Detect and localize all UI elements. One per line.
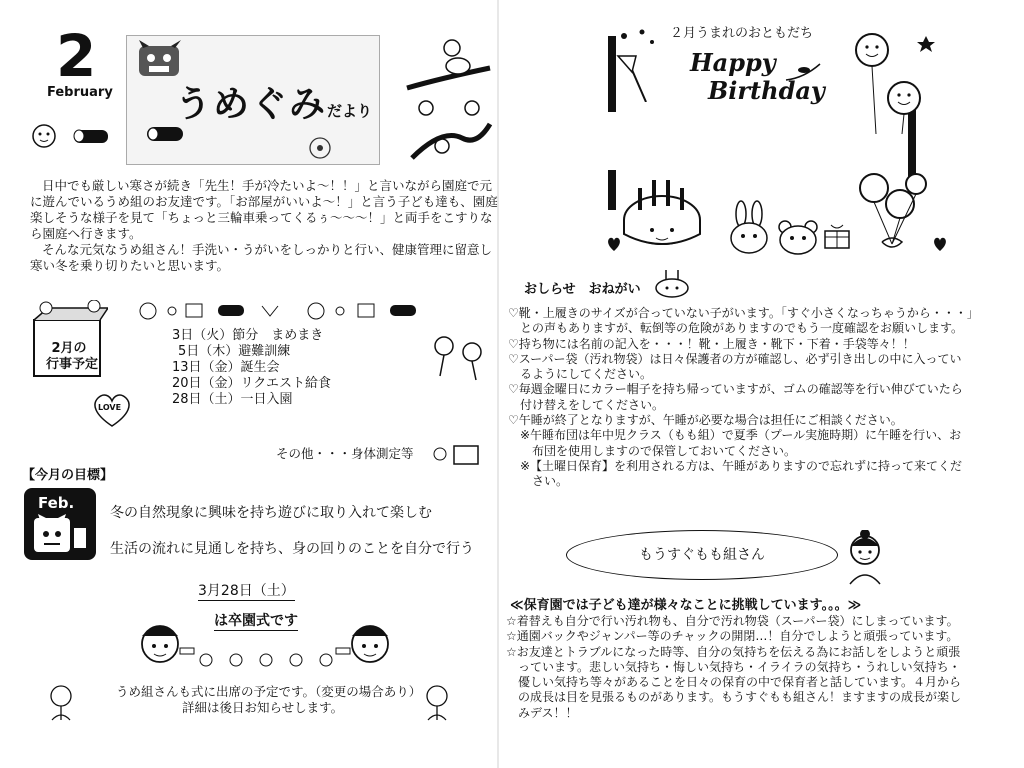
title-box [126,35,380,165]
page-divider [497,0,499,768]
teacher-icon [840,530,890,586]
notice-line: ※午睡布団は年中児クラス（もも組）で夏季（プール実施時期）に午睡を行い、お [508,428,962,443]
schedule-label-line: 2月の [51,341,87,356]
goals-badge-label: Feb. [38,494,75,512]
challenge-heading: ≪保育園では子ども達が様々なことに挑戦しています。。。≫ [510,598,862,613]
notice-line: ♡靴・上履きのサイズが合っていない子がいます。「すぐ小さくなっちゃうから・・・」 [508,306,979,320]
other-note: その他・・・身体測定等 [276,446,414,461]
plum-branch-bird-icon [402,28,494,168]
notice-line: ※【土曜日保育】を利用される方は、午睡がありますので忘れずに持って来てくだ [508,458,963,473]
title-heading [175,76,372,127]
momo-bubble-label: もうすぐもも組さん [639,547,765,563]
love-heart [90,392,134,428]
ceremony-date: 3月28日（土） [198,580,295,601]
notice-line: との声もありますが、転倒等の危険がありますのでもう一度確認をお願いします。 [508,321,964,336]
balloons-top-icon [846,28,936,138]
month-number: 2 [56,22,97,90]
heart-small-icon [606,236,622,252]
challenge-list [506,614,961,721]
schedule-item: 13日（金）誕生会 [172,360,280,375]
goals-heading: 【今月の目標】 [22,468,114,483]
intro-line: 楽しそうな様子を見て「ちょっと三輪車乗ってくるぅ～～～！」と両手をこすりな [30,210,493,225]
love-label: LOVE [98,403,122,412]
balloons-bottom-icon [856,168,930,260]
leaf-sprig-icon [784,60,824,84]
decoration-row-icon [138,300,438,322]
kids-ehomaki-icon [30,118,116,154]
birthday-heading: ２月うまれのおともだち [670,26,814,41]
ehomaki-icon [145,124,185,144]
intro-line: 日中でも厳しい寒さが続き「先生！手が冷たいよ～！！」と言いながら園庭で元 [42,178,493,193]
goals-badge [24,488,96,560]
challenge-line: 優しい気持ち等々があることを日々の保育の中で保育者と話しています。４月から [506,675,962,690]
notice-line: 付け替えをしてください。 [508,397,665,412]
ceremony-title: は卒園式です [214,610,298,631]
schedule-item: 28日（土）一日入園 [172,392,293,407]
tulip-icon [44,684,78,722]
intro-line: ら園庭へ行きます。 [30,226,142,241]
oni-face-icon [32,514,88,556]
notice-line: ♡持ち物には名前の記入を・・・！靴・上履き・靴下・下着・手袋等々！！ [508,336,915,351]
notice-heading: おしらせ おねがい [524,282,641,297]
notice-line: ♡午睡が終了となりますが、午睡が必要な場合は担任にご相談ください。 [508,413,903,428]
bear-icon [776,218,820,256]
plum-flower-icon [307,136,333,160]
happy-text: Happy [690,48,776,77]
kids-playing-icon [428,332,490,382]
intro-line: に遊んでいるうめ組のお友達です。「お部屋がいいよ～！」と言う子ども達も、園庭 [30,194,498,209]
graduate-child-icon [132,614,198,674]
title-main: うめぐみ [175,84,328,125]
schedule-item: 20日（金）リクエスト給食 [172,376,332,391]
party-popper-icon [612,26,660,102]
schedule-item: 5日（木）避難訓練 [178,344,291,359]
notice-line: 布団を使用しますので保管しておいてください。 [508,443,797,458]
goal-item: 冬の自然現象に興味を持ち遊びに取り入れて楽しむ [110,505,432,521]
frame-bar-left-bottom [608,170,616,210]
rabbit-face-icon [652,270,692,298]
rabbit-icon [724,200,774,256]
graduate-child-icon [334,614,400,674]
ceremony-note-line: 詳細は後日お知らせします。 [182,700,344,715]
schedule-label [46,341,99,373]
month-name: February [47,85,113,100]
schedule-item: 3日（火）節分 まめまき [172,328,324,343]
challenge-line: の成長は目を見張るものがあります。もうすぐもも組さん！ますますの成長が楽し [506,690,962,705]
heart-small-icon [932,236,948,252]
challenge-line: ☆着替えも自分で行い汚れ物も、自分で汚れ物袋（スーパー袋）にしまっています。 [506,614,959,628]
birthday-cake-icon [618,174,710,254]
challenge-line: ☆通園バックやジャンパー等のチャックの開閉…！自分でしようと頑張っています。 [506,629,959,644]
birthday-text: Birthday [708,76,825,105]
notice-line: ♡スーパー袋（汚れ物袋）は日々保護者の方が確認し、必ず引き出しの中に入ってい [508,351,962,366]
notice-list [508,306,979,490]
title-sub: だより [327,102,373,120]
notice-line: さい。 [508,474,569,489]
notice-line: ♡毎週金曜日にカラー帽子を持ち帰っていますが、ゴムの確認等を行い伸びていたら [508,382,963,397]
flower-row-icon [196,650,336,670]
intro-text [30,178,498,274]
oni-icon [135,40,185,80]
notice-line: るようにしてください。 [508,367,653,382]
intro-line: そんな元気なうめ組さん！手洗い・うがいをしっかりと行い、健康管理に留意し [42,242,493,257]
goal-item: 生活の流れに見通しを持ち、身の回りのことを自分で行う [110,541,474,557]
intro-line: 寒い冬を乗り切りたいと思います。 [30,258,230,273]
schedule-label-line: 行事予定 [46,357,99,372]
schedule-list [172,328,331,408]
ceremony-note-line: うめ組さんも式に出席の予定です。（変更の場合あり） [116,684,422,699]
challenge-line: っています。悲しい気持ち・悔しい気持ち・イライラの気持ち・うれしい気持ち・ [506,659,961,674]
tulip-icon [420,684,454,722]
challenge-line: みデス！！ [506,705,578,720]
momo-bubble [566,530,838,580]
gift-box-icon [428,438,488,468]
present-icon [822,222,852,250]
challenge-line: ☆お友達とトラブルになった時等、自分の気持ちを伝える為にお話しをしようと頑張 [506,644,961,659]
